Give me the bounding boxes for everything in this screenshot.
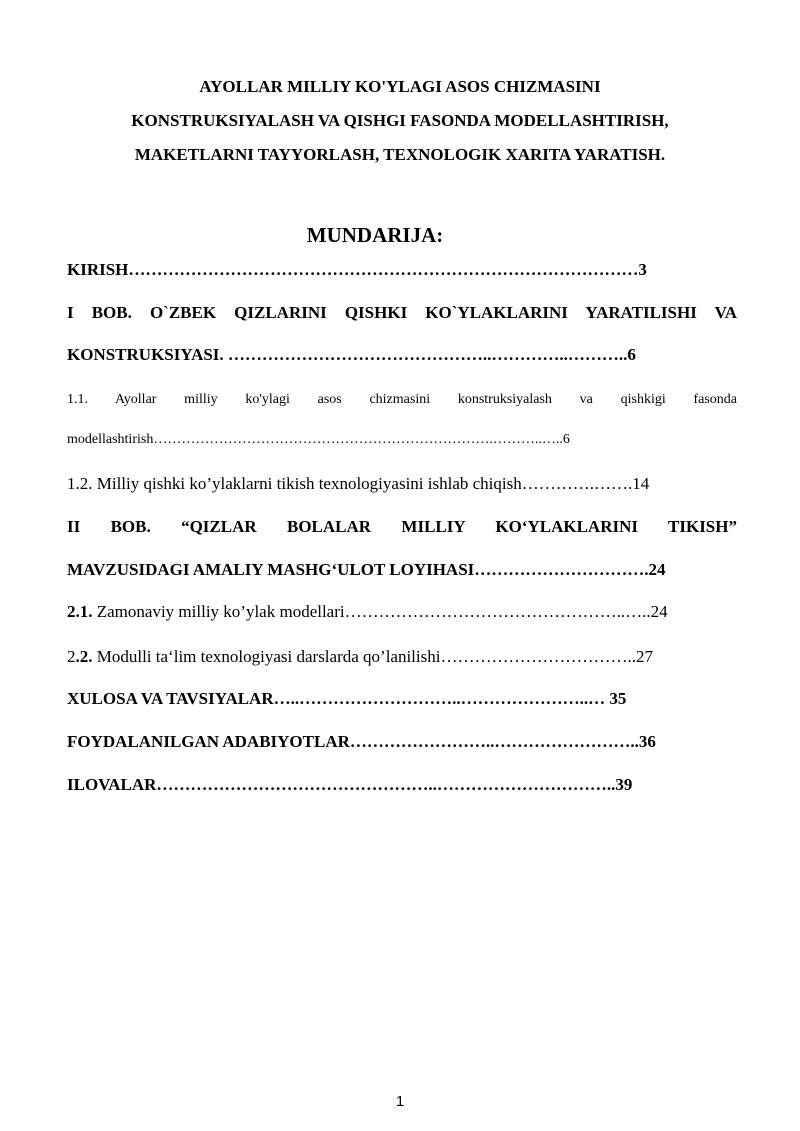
toc-entry-2-2-number-b: .2. — [75, 647, 93, 666]
toc-entry-2-2-text: Modulli ta‘lim texnologiyasi darslarda qo’lanilishi……………………………..27 — [92, 647, 653, 666]
toc-heading: MUNDARIJA: — [306, 223, 444, 247]
toc-entry-ilovalar[interactable]: ILOVALAR…………………………………………..…………………………..39 — [67, 775, 633, 794]
toc-entry-2-1-text: Zamonaviy milliy ko’ylak modellari…………………………………………..…..24 — [92, 602, 668, 621]
toc-entry-bob1-line2[interactable]: KONSTRUKSIYASI. ………………………………………..…………..………..6 — [67, 345, 636, 364]
title-line-3: MAKETLARNI TAYYORLASH, TEXNOLOGIK XARITA YARATISH. — [134, 145, 666, 164]
toc-entry-2-1-number: 2.1. — [67, 602, 93, 621]
toc-entry-bob2-line1[interactable]: II BOB. “QIZLAR BOLALAR MILLIY KO‘YLAKLARINI TIKISH” — [67, 517, 737, 536]
toc-entry-kirish[interactable]: KIRISH………………………………………………………………………………3 — [67, 260, 647, 279]
toc-entry-bob2-line2[interactable]: MAVZUSIDAGI AMALIY MASHG‘ULOT LOYIHASI………………………….24 — [67, 560, 666, 579]
toc-entry-xulosa[interactable]: XULOSA VA TAVSIYALAR…..………………………..…………………..… 35 — [67, 689, 627, 708]
toc-entry-2-2[interactable] — [67, 645, 737, 669]
title-line-1: AYOLLAR MILLIY KO'YLAGI ASOS CHIZMASINI — [199, 77, 601, 96]
toc-entry-1-1-line1[interactable]: 1.1. Ayollar milliy ko'ylagi asos chizmasini konstruksiyalash va qishkigi fasonda — [67, 392, 737, 407]
toc-entry-2-1[interactable] — [67, 600, 737, 624]
toc-entry-1-1-line2[interactable]: modellashtirish……………………………………………………………….………..…..6 — [67, 432, 570, 447]
page-number: 1 — [395, 1093, 405, 1110]
toc-entry-1-2[interactable]: 1.2. Milliy qishki ko’ylaklarni tikish texnologiyasini ishlab chiqish………….…….14 — [67, 474, 650, 493]
title-line-2: KONSTRUKSIYALASH VA QISHGI FASONDA MODELLASHTIRISH, — [131, 111, 669, 130]
toc-entry-bob1-line1[interactable]: I BOB. O`ZBEK QIZLARINI QISHKI KO`YLAKLARINI YARATILISHI VA — [67, 303, 737, 322]
toc-entry-2-2-number-a: 2 — [67, 647, 76, 666]
document-title — [60, 70, 740, 172]
toc-entry-foydalanilgan[interactable]: FOYDALANILGAN ADABIYOTLAR……………………..……………………..36 — [67, 732, 656, 751]
